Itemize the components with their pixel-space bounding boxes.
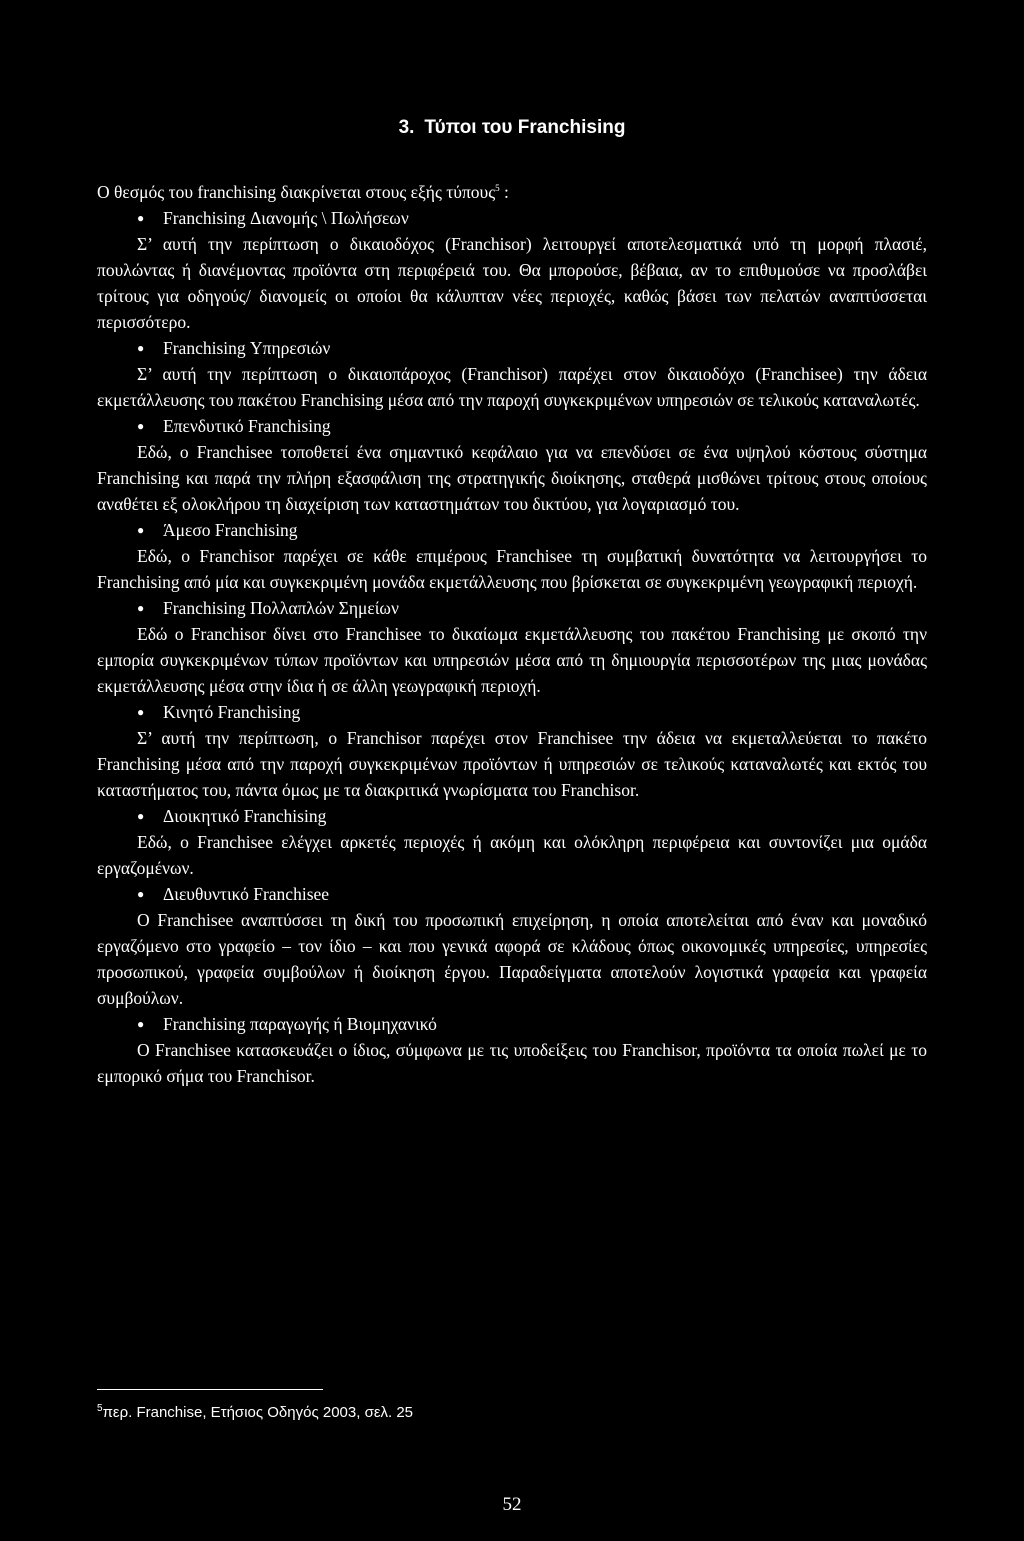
heading-text: Τύποι του Franchising [424,117,626,138]
bullet-label: Επενδυτικό Franchising [163,415,331,436]
heading-number: 3. [398,117,415,138]
bullet-heading [97,699,927,725]
bullet-heading [97,413,927,439]
list-item [97,1011,927,1089]
bullet-icon: ● [137,418,145,433]
document-body [97,175,927,1089]
section-paragraph: Σ’ αυτή την περίπτωση, ο Franchisor παρέχει στον Franchisee την άδεια να εκμεταλλεύεται το πακέτο Franchising μέσα από την παροχή συγκεκριμένων προϊόντων ή υπηρεσιών σε τελικούς καταναλωτές και εκτός του καταστήματος του, πάντα όμως με τα διακριτικά γνωρίσματα του Franchisor. [97,727,927,800]
list-item [97,881,927,1011]
bullet-heading [97,335,927,361]
bullet-label: Διοικητικό Franchising [163,805,327,826]
bullet-icon: ● [137,210,145,225]
section-paragraph: Ο Franchisee αναπτύσσει τη δική του προσωπική επιχείρηση, η οποία αποτελείται από έναν και μοναδικό εργαζόμενο στο γραφείο – τον ίδιο – και που γενικά αφορά σε κλάδους όπως οικονομικές υπηρεσίες, υπηρεσίες προσωπικού, γραφεία συμβούλων ή διοίκηση έργου. Παραδείγματα αποτελούν λογιστικά γραφεία και γραφεία συμβούλων. [97,909,927,1008]
section-paragraph: Εδώ, ο Franchisee τοποθετεί ένα σημαντικό κεφάλαιο για να επενδύσει σε ένα υψηλού κόστους σύστημα Franchising και παρά την πλήρη εξασφάλιση της στρατηγικής διοίκησης, σταθερά μισθώνει τρίτους στους οποίους αναθέτει εξ ολοκλήρου τη διαχείριση των καταστημάτων του δικτύου, για λογαριασμό του. [97,441,927,514]
bullet-heading [97,1011,927,1037]
intro-text: Ο θεσμός του franchising διακρίνεται στους εξής τύπους [97,181,496,202]
section-list [97,205,927,1089]
section-paragraph: Ο Franchisee κατασκευάζει ο ίδιος, σύμφωνα με τις υποδείξεις του Franchisor, προϊόντα τα οποία πωλεί με το εμπορικό σήμα του Franchisor. [97,1039,927,1086]
bullet-label: Franchising Υπηρεσιών [163,337,331,358]
footnote [97,1403,413,1421]
page-number: 52 [502,1494,522,1515]
bullet-icon: ● [137,1016,145,1031]
footnote-marker: 5 [97,1403,103,1414]
list-item [97,413,927,517]
bullet-label: Franchising Πολλαπλών Σημείων [163,597,399,618]
bullet-label: Franchising παραγωγής ή Βιομηχανικό [163,1013,437,1034]
section-paragraph: Εδώ, ο Franchisee ελέγχει αρκετές περιοχές ή ακόμη και ολόκληρη περιφέρεια και συντονίζει μια ομάδα εργαζομένων. [97,831,927,878]
list-item [97,699,927,803]
page-title [0,117,1024,139]
section-paragraph: Εδώ, ο Franchisor παρέχει σε κάθε επιμέρους Franchisee τη συμβατική δυνατότητα να λειτουργήσει το Franchising από μία και συγκεκριμένη μονάδα εκμετάλλευσης που βρίσκεται σε συγκεκριμένη γεωγραφική περιοχή. [97,545,927,592]
bullet-icon: ● [137,886,145,901]
section-paragraph: Σ’ αυτή την περίπτωση ο δικαιοδόχος (Franchisor) λειτουργεί αποτελεσματικά υπό τη μορφή πλασιέ, πουλώντας ή διανέμοντας προϊόντα στη περιφέρειά του. Θα μπορούσε, βέβαια, αν το επιθυμούσε να προσλάβει τρίτους για οδηγούς/ διανομείς οι οποίοι θα κάλυπταν νέες περιοχές, καθώς βάσει των πελατών αναπτύσσεται περισσότερο. [97,233,927,332]
list-item [97,205,927,335]
list-item [97,803,927,881]
bullet-heading [97,205,927,231]
section-paragraph: Εδώ ο Franchisor δίνει στο Franchisee το δικαίωμα εκμετάλλευσης του πακέτου Franchising με σκοπό την εμπορία συγκεκριμένων τύπων προϊόντων και υπηρεσιών μέσα από τη δημιουργία περισσοτέρων της μιας μονάδας εκμετάλλευσης μέσα στην ίδια ή σε άλλη γεωγραφική περιοχή. [97,623,927,696]
bullet-label: Κινητό Franchising [163,701,301,722]
section-paragraph: Σ’ αυτή την περίπτωση ο δικαιοπάροχος (Franchisor) παρέχει στον δικαιοδόχο (Franchisee) την άδεια εκμετάλλευσης του πακέτου Franchising μέσα από την παροχή συγκεκριμένων υπηρεσιών σε τελικούς καταναλωτές. [97,363,927,410]
bullet-label: Franchising Διανομής \ Πωλήσεων [163,207,409,228]
list-item [97,517,927,595]
bullet-icon: ● [137,340,145,355]
list-item [97,595,927,699]
list-item [97,335,927,413]
bullet-heading [97,803,927,829]
bullet-icon: ● [137,808,145,823]
bullet-heading [97,595,927,621]
bullet-icon: ● [137,704,145,719]
bullet-label: Διευθυντικό Franchisee [163,883,330,904]
bullet-icon: ● [137,600,145,615]
bullet-heading [97,517,927,543]
footnote-ref: 5 [495,183,500,193]
bullet-heading [97,881,927,907]
footnote-rule [97,1389,323,1390]
intro-colon: : [504,181,509,202]
bullet-label: Άμεσο Franchising [163,519,298,540]
bullet-icon: ● [137,522,145,537]
intro-paragraph [97,175,927,205]
footnote-text: περ. Franchise, Ετήσιος Οδηγός 2003, σελ. 25 [102,1404,414,1421]
